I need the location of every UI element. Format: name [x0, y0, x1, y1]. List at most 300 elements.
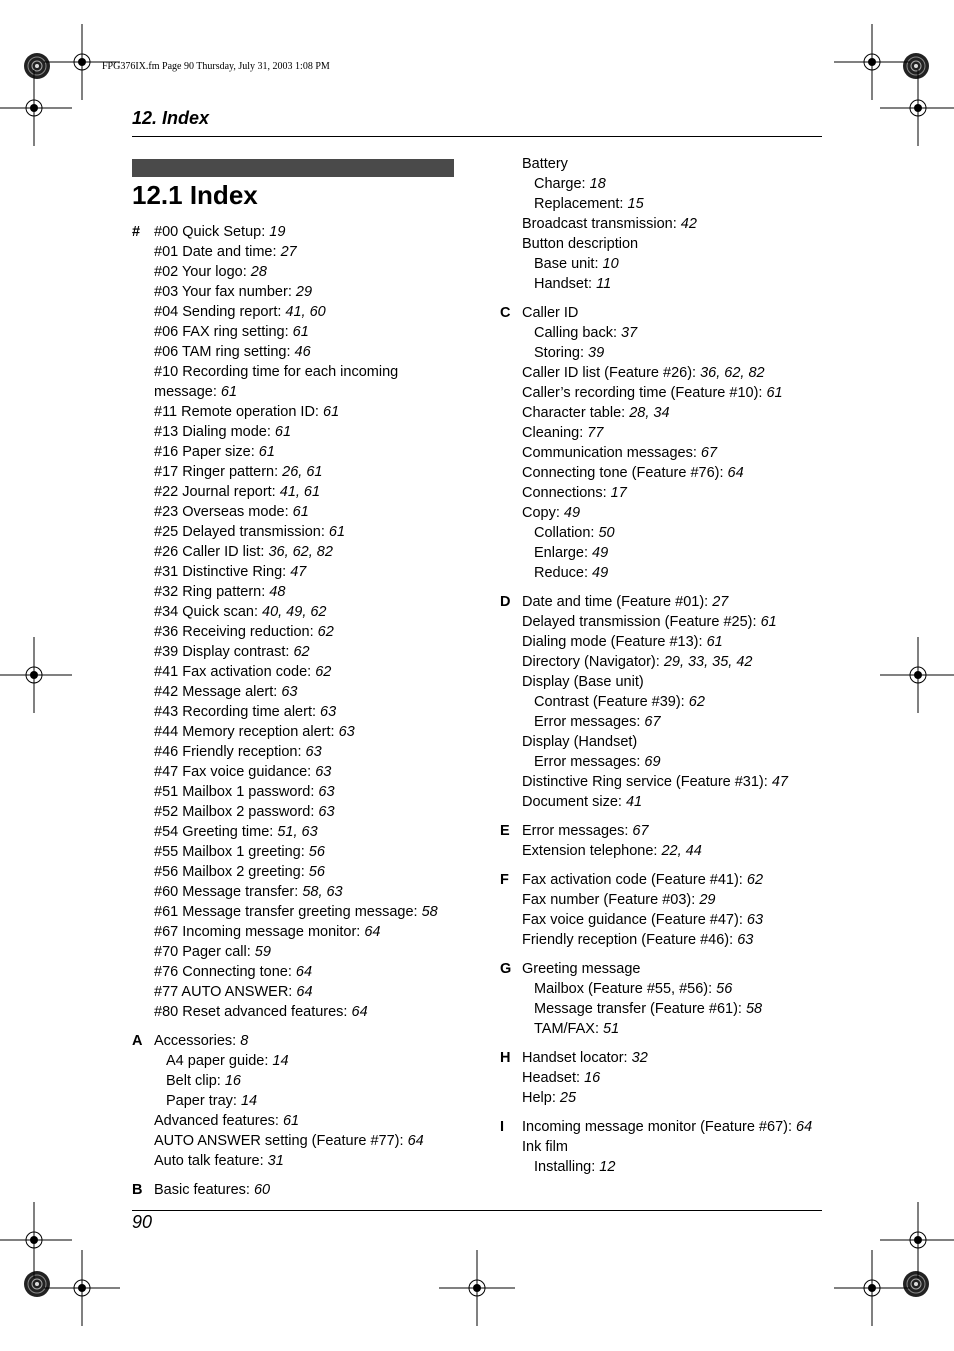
- index-entry: [132, 222, 438, 242]
- index-entry: [500, 543, 812, 563]
- entry-pages: 17: [610, 485, 627, 501]
- entry-pages: 49: [592, 545, 609, 561]
- entry-term: Display (Base unit): [522, 674, 644, 690]
- index-letter: I: [500, 1119, 505, 1135]
- entry-pages: 8: [240, 1033, 249, 1049]
- entry-term: Cleaning:: [522, 425, 588, 441]
- entry-term: #52 Mailbox 2 password:: [154, 804, 319, 820]
- burst-mark-bottom-left: [24, 1271, 50, 1297]
- entry-term: #17 Ringer pattern:: [154, 464, 283, 480]
- index-entry: [500, 343, 812, 363]
- entry-term: Headset:: [522, 1070, 585, 1086]
- entry-pages: 64: [407, 1133, 424, 1149]
- entry-term: #16 Paper size:: [154, 444, 259, 460]
- index-entry: [132, 782, 438, 802]
- index-entry: [500, 1048, 812, 1068]
- entry-term: Handset:: [534, 276, 597, 292]
- entry-term: Replacement:: [534, 196, 628, 212]
- entry-pages: 63: [281, 684, 298, 700]
- entry-term: #01 Date and time:: [154, 244, 281, 260]
- entry-term: #46 Friendly reception:: [154, 744, 306, 760]
- entry-pages: 58: [421, 904, 438, 920]
- index-group: [500, 870, 812, 950]
- index-entry: [132, 802, 438, 822]
- entry-term: Communication messages:: [522, 445, 701, 461]
- entry-term: Dialing mode (Feature #13):: [522, 634, 707, 650]
- index-entry: [500, 443, 812, 463]
- entry-pages: 12: [599, 1159, 616, 1175]
- entry-term: #00 Quick Setup:: [154, 224, 270, 240]
- entry-pages: 14: [272, 1053, 289, 1069]
- entry-term: Error messages:: [534, 754, 645, 770]
- running-header: 12. Index: [132, 108, 210, 128]
- header-rule: [132, 136, 822, 137]
- index-letter: #: [132, 224, 141, 240]
- crosshair-mark: [880, 1202, 954, 1278]
- index-entry: [132, 282, 438, 302]
- index-entry: [500, 503, 812, 523]
- entry-term: #10 Recording time for each incoming: [154, 364, 399, 380]
- burst-mark-top-left: [24, 53, 50, 79]
- entry-pages: 28, 34: [629, 405, 670, 421]
- entry-term: #06 FAX ring setting:: [154, 324, 293, 340]
- file-slug: FPG376IX.fm Page 90 Thursday, July 31, 2003 1:08 PM: [102, 61, 330, 72]
- entry-pages: 61: [220, 384, 238, 400]
- index-entry: [132, 642, 438, 662]
- entry-term: #25 Delayed transmission:: [154, 524, 329, 540]
- entry-term: #55 Mailbox 1 greeting:: [154, 844, 309, 860]
- entry-term: #43 Recording time alert:: [154, 704, 321, 720]
- index-group: [500, 821, 812, 861]
- entry-term: Message transfer (Feature #61):: [534, 1001, 746, 1017]
- entry-pages: 48: [269, 584, 286, 600]
- crosshair-mark: [0, 637, 72, 713]
- entry-pages: 61: [258, 444, 275, 460]
- index-entry: [500, 423, 812, 443]
- index-entry: [500, 772, 812, 792]
- entry-pages: 51, 63: [277, 824, 318, 840]
- index-group: [500, 959, 812, 1039]
- entry-pages: 36, 62, 82: [268, 544, 333, 560]
- entry-pages: 64: [796, 1119, 813, 1135]
- entry-pages: 61: [274, 424, 292, 440]
- crosshair-mark: [44, 1250, 120, 1326]
- entry-term: #26 Caller ID list:: [154, 544, 269, 560]
- index-entry: [132, 262, 438, 282]
- index-entry: [500, 234, 812, 254]
- section-bar: [132, 159, 454, 177]
- entry-term: Delayed transmission (Feature #25):: [522, 614, 761, 630]
- burst-mark-bottom-right: [903, 1271, 929, 1297]
- entry-term: #60 Message transfer:: [154, 884, 303, 900]
- index-letter: A: [132, 1033, 143, 1049]
- entry-pages: 27: [712, 594, 729, 610]
- entry-term: Advanced features:: [154, 1113, 283, 1129]
- entry-pages: 67: [700, 445, 718, 461]
- entry-term: Connecting tone (Feature #76):: [522, 465, 728, 481]
- entry-pages: 32: [631, 1050, 648, 1066]
- entry-pages: 36, 62, 82: [700, 365, 765, 381]
- index-entry: [500, 154, 812, 174]
- index-entry: [500, 194, 812, 214]
- crosshair-mark: [880, 70, 954, 146]
- index-entry: [500, 999, 812, 1019]
- entry-term: Accessories:: [154, 1033, 241, 1049]
- burst-mark-top-right: [903, 53, 929, 79]
- entry-term: Friendly reception (Feature #46):: [522, 932, 738, 948]
- index-entry: [132, 602, 438, 622]
- entry-pages: 61: [292, 504, 309, 520]
- entry-pages: 64: [364, 924, 381, 940]
- entry-pages: 67: [632, 823, 649, 839]
- index-entry: [132, 822, 438, 842]
- index-entry: [500, 652, 812, 672]
- index-entry: [132, 682, 438, 702]
- index-entry: [500, 523, 812, 543]
- index-entry: [132, 1091, 438, 1111]
- entry-term: Basic features:: [154, 1182, 254, 1198]
- entry-pages: 61: [328, 524, 346, 540]
- index-entry: [132, 922, 438, 942]
- index-entry: [500, 1068, 812, 1088]
- entry-pages: 64: [295, 964, 313, 980]
- entry-pages: 62: [317, 624, 334, 640]
- index-entry: [132, 622, 438, 642]
- entry-term: Date and time (Feature #01):: [522, 594, 713, 610]
- entry-term: Fax activation code (Feature #41):: [522, 872, 747, 888]
- entry-term: Installing:: [534, 1159, 600, 1175]
- index-entry: [500, 632, 812, 652]
- entry-term: Auto talk feature:: [154, 1153, 268, 1169]
- entry-term: Base unit:: [534, 256, 603, 272]
- entry-pages: 51: [603, 1021, 620, 1037]
- entry-pages: 26, 61: [282, 464, 323, 480]
- index-entry: [500, 1019, 812, 1039]
- entry-term: #44 Memory reception alert:: [154, 724, 339, 740]
- entry-pages: 62: [688, 694, 705, 710]
- entry-term: #04 Sending report:: [154, 304, 286, 320]
- entry-pages: 50: [598, 525, 615, 541]
- index-entry: [132, 542, 438, 562]
- index-group: [500, 1048, 812, 1108]
- index-group: [500, 303, 812, 583]
- index-entry: [500, 1157, 812, 1177]
- entry-term: #56 Mailbox 2 greeting:: [154, 864, 309, 880]
- entry-term: Display (Handset): [522, 734, 638, 750]
- index-entry: [132, 1180, 438, 1200]
- index-group: [500, 592, 812, 812]
- entry-pages: 61: [766, 385, 783, 401]
- entry-pages: 47: [771, 774, 788, 790]
- entry-term: Button description: [522, 236, 639, 252]
- index-entry: [132, 722, 438, 742]
- index-entry: [132, 382, 438, 402]
- index-entry: [132, 362, 438, 382]
- entry-pages: 77: [587, 425, 604, 441]
- entry-term: #11 Remote operation ID:: [154, 404, 323, 420]
- index-entry: [132, 402, 438, 422]
- entry-term: #36 Receiving reduction:: [154, 624, 318, 640]
- index-entry: [132, 1131, 438, 1151]
- entry-pages: 63: [338, 724, 355, 740]
- crosshair-mark: [0, 1202, 72, 1278]
- entry-term: A4 paper guide:: [166, 1053, 273, 1069]
- index-group: [132, 1031, 438, 1171]
- entry-pages: 29: [295, 284, 313, 300]
- entry-pages: 19: [269, 224, 286, 240]
- entry-term: TAM/FAX:: [534, 1021, 604, 1037]
- index-entry: [500, 870, 812, 890]
- entry-pages: 63: [746, 912, 764, 928]
- index-group: [132, 222, 438, 1022]
- entry-pages: 62: [293, 644, 310, 660]
- entry-pages: 22, 44: [661, 843, 702, 859]
- entry-term: #76 Connecting tone:: [154, 964, 296, 980]
- entry-term: Calling back:: [534, 325, 622, 341]
- index-entry: [500, 910, 812, 930]
- entry-pages: 63: [320, 704, 337, 720]
- entry-pages: 64: [351, 1004, 368, 1020]
- index-column-left: [132, 222, 438, 1209]
- index-entry: [132, 1071, 438, 1091]
- entry-term: Caller’s recording time (Feature #10):: [522, 385, 767, 401]
- entry-pages: 49: [563, 505, 581, 521]
- entry-pages: 29: [699, 892, 716, 908]
- index-entry: [500, 254, 812, 274]
- index-entry: [500, 732, 812, 752]
- entry-term: Battery: [522, 156, 568, 172]
- entry-pages: 69: [644, 754, 661, 770]
- crosshair-mark: [834, 1250, 910, 1326]
- entry-term: Fax voice guidance (Feature #47):: [522, 912, 747, 928]
- index-entry: [132, 962, 438, 982]
- index-entry: [500, 792, 812, 812]
- entry-term: Charge:: [534, 176, 590, 192]
- entry-term: Error messages:: [534, 714, 645, 730]
- entry-term: Fax number (Feature #03):: [522, 892, 700, 908]
- index-entry: [132, 502, 438, 522]
- index-entry: [132, 1002, 438, 1022]
- entry-pages: 61: [706, 634, 723, 650]
- index-entry: [500, 274, 812, 294]
- entry-pages: 49: [592, 565, 609, 581]
- index-entry: [132, 902, 438, 922]
- entry-pages: 63: [737, 932, 754, 948]
- entry-term: Mailbox (Feature #55, #56):: [534, 981, 717, 997]
- entry-term: Help:: [522, 1090, 560, 1106]
- index-entry: [500, 712, 812, 732]
- index-entry: [132, 482, 438, 502]
- index-entry: [132, 1031, 438, 1051]
- index-letter: F: [500, 872, 509, 888]
- index-entry: [500, 303, 812, 323]
- index-column-right: [500, 154, 812, 1186]
- index-entry: [132, 1051, 438, 1071]
- index-entry: [132, 422, 438, 442]
- page-number: 90: [132, 1212, 153, 1232]
- entry-pages: 62: [746, 872, 764, 888]
- entry-pages: 27: [280, 244, 297, 260]
- entry-term: #06 TAM ring setting:: [154, 344, 295, 360]
- index-entry: [132, 342, 438, 362]
- entry-pages: 62: [315, 664, 332, 680]
- entry-pages: 59: [254, 944, 271, 960]
- index-entry: [132, 322, 438, 342]
- entry-pages: 42: [680, 216, 697, 232]
- index-letter: H: [500, 1050, 511, 1066]
- entry-term: Enlarge:: [534, 545, 593, 561]
- entry-term: Copy:: [522, 505, 564, 521]
- entry-term: #80 Reset advanced features:: [154, 1004, 352, 1020]
- index-entry: [500, 1137, 812, 1157]
- index-entry: [500, 752, 812, 772]
- index-entry: [132, 1151, 438, 1171]
- entry-term: Extension telephone:: [522, 843, 662, 859]
- index-entry: [132, 1111, 438, 1131]
- index-entry: [500, 890, 812, 910]
- entry-pages: 25: [559, 1090, 577, 1106]
- entry-term: #34 Quick scan:: [154, 604, 262, 620]
- index-entry: [500, 563, 812, 583]
- index-entry: [132, 882, 438, 902]
- entry-pages: 15: [627, 196, 644, 212]
- entry-term: #67 Incoming message monitor:: [154, 924, 365, 940]
- entry-pages: 63: [315, 764, 332, 780]
- entry-term: #51 Mailbox 1 password:: [154, 784, 319, 800]
- index-entry: [132, 862, 438, 882]
- index-entry: [500, 930, 812, 950]
- index-group: [132, 1180, 438, 1200]
- entry-pages: 47: [290, 564, 307, 580]
- crosshair-mark: [0, 70, 72, 146]
- entry-term: Handset locator:: [522, 1050, 632, 1066]
- index-group: [500, 154, 812, 294]
- entry-term: Error messages:: [522, 823, 633, 839]
- entry-pages: 67: [644, 714, 661, 730]
- entry-term: #23 Overseas mode:: [154, 504, 293, 520]
- entry-term: Caller ID: [522, 305, 579, 321]
- index-letter: E: [500, 823, 510, 839]
- entry-pages: 29, 33, 35, 42: [663, 654, 753, 670]
- index-entry: [132, 742, 438, 762]
- entry-term: #41 Fax activation code:: [154, 664, 316, 680]
- entry-term: #47 Fax voice guidance:: [154, 764, 316, 780]
- index-entry: [132, 302, 438, 322]
- entry-pages: 18: [589, 176, 606, 192]
- entry-pages: 41, 61: [279, 484, 321, 500]
- entry-term: #77 AUTO ANSWER:: [154, 984, 297, 1000]
- index-entry: [132, 522, 438, 542]
- entry-pages: 61: [323, 404, 340, 420]
- footer-rule: [132, 1210, 822, 1211]
- index-entry: [500, 1117, 812, 1137]
- entry-term: #39 Display contrast:: [154, 644, 294, 660]
- crosshair-mark: [880, 637, 954, 713]
- index-entry: [132, 562, 438, 582]
- entry-term: message:: [154, 384, 221, 400]
- index-entry: [500, 174, 812, 194]
- entry-term: Reduce:: [534, 565, 593, 581]
- entry-pages: 37: [621, 325, 638, 341]
- index-letter: C: [500, 305, 511, 321]
- entry-pages: 64: [296, 984, 313, 1000]
- crosshair-mark: [834, 24, 910, 100]
- entry-pages: 58: [745, 1001, 763, 1017]
- section-title: 12.1 Index: [132, 180, 258, 210]
- entry-term: #70 Pager call:: [154, 944, 255, 960]
- index-entry: [500, 959, 812, 979]
- index-entry: [500, 592, 812, 612]
- entry-pages: 16: [224, 1073, 241, 1089]
- entry-pages: 56: [308, 864, 325, 880]
- index-entry: [132, 662, 438, 682]
- entry-term: #54 Greeting time:: [154, 824, 278, 840]
- index-entry: [500, 483, 812, 503]
- entry-term: AUTO ANSWER setting (Feature #77):: [154, 1133, 408, 1149]
- entry-term: Collation:: [534, 525, 599, 541]
- entry-term: Connections:: [522, 485, 611, 501]
- index-letter: D: [500, 594, 511, 610]
- entry-term: Paper tray:: [166, 1093, 241, 1109]
- entry-term: Distinctive Ring service (Feature #31):: [522, 774, 772, 790]
- entry-pages: 41, 60: [285, 304, 326, 320]
- entry-pages: 40, 49, 62: [262, 604, 327, 620]
- index-entry: [500, 363, 812, 383]
- index-group: [500, 1117, 812, 1177]
- index-entry: [500, 692, 812, 712]
- index-entry: [500, 214, 812, 234]
- index-entry: [132, 442, 438, 462]
- entry-term: Contrast (Feature #39):: [534, 694, 689, 710]
- entry-pages: 14: [240, 1093, 258, 1109]
- entry-pages: 61: [760, 614, 777, 630]
- entry-pages: 56: [308, 844, 325, 860]
- index-entry: [500, 612, 812, 632]
- entry-pages: 46: [294, 344, 311, 360]
- index-entry: [132, 942, 438, 962]
- index-entry: [500, 323, 812, 343]
- entry-pages: 63: [305, 744, 322, 760]
- entry-pages: 11: [596, 276, 612, 292]
- index-entry: [500, 841, 812, 861]
- entry-term: #32 Ring pattern:: [154, 584, 270, 600]
- index-entry: [500, 821, 812, 841]
- entry-pages: 28: [250, 264, 267, 280]
- index-entry: [132, 762, 438, 782]
- entry-term: Broadcast transmission:: [522, 216, 681, 232]
- entry-pages: 61: [292, 324, 309, 340]
- entry-pages: 39: [588, 345, 605, 361]
- entry-term: Character table:: [522, 405, 630, 421]
- index-entry: [500, 979, 812, 999]
- index-entry: [500, 463, 812, 483]
- index-entry: [132, 842, 438, 862]
- entry-term: Caller ID list (Feature #26):: [522, 365, 701, 381]
- entry-pages: 58, 63: [302, 884, 343, 900]
- entry-pages: 63: [318, 784, 335, 800]
- index-entry: [500, 383, 812, 403]
- entry-term: Directory (Navigator):: [522, 654, 664, 670]
- index-entry: [132, 702, 438, 722]
- entry-term: Greeting message: [522, 961, 641, 977]
- entry-term: #03 Your fax number:: [154, 284, 296, 300]
- entry-term: Storing:: [534, 345, 588, 361]
- entry-term: #22 Journal report:: [154, 484, 280, 500]
- entry-term: #13 Dialing mode:: [154, 424, 275, 440]
- index-entry: [132, 462, 438, 482]
- entry-pages: 64: [727, 465, 744, 481]
- entry-term: Incoming message monitor (Feature #67):: [522, 1119, 797, 1135]
